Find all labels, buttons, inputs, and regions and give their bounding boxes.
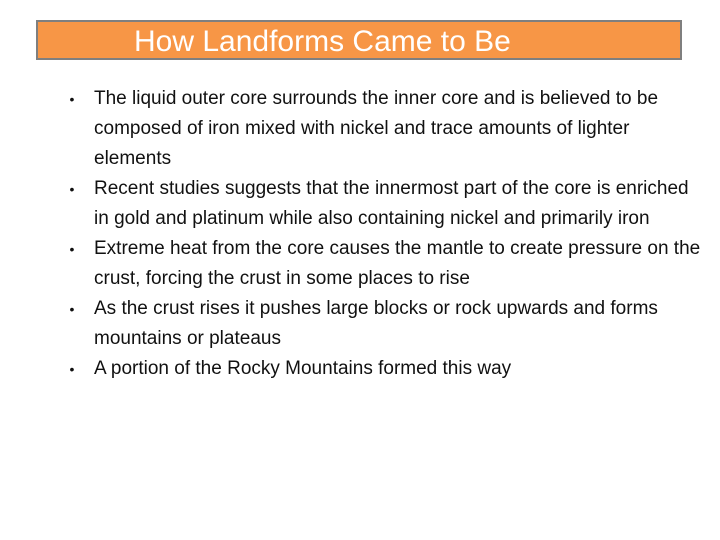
bullet-list	[64, 84, 704, 384]
bullet-text: A portion of the Rocky Mountains formed this way	[94, 358, 512, 379]
bullet-icon: •	[69, 91, 75, 107]
bullet-text: As the crust rises it pushes large blocks or rock upwards and forms mountains or plateaus	[94, 298, 658, 349]
bullet-item	[64, 234, 704, 294]
bullet-item	[64, 354, 704, 384]
bullet-text: The liquid outer core surrounds the inner core and is believed to be composed of iron mixed with nickel and trace amounts of lighter elements	[94, 88, 659, 169]
bullet-item	[64, 174, 704, 234]
bullet-icon: •	[69, 181, 75, 197]
bullet-text: Extreme heat from the core causes the mantle to create pressure on the crust, forcing the crust in some places to rise	[94, 238, 701, 289]
bullet-icon: •	[69, 241, 75, 257]
bullet-item	[64, 84, 704, 174]
title-banner	[36, 20, 682, 60]
bullet-icon: •	[69, 301, 75, 317]
page-title: How Landforms Came to Be	[134, 25, 511, 58]
bullet-item	[64, 294, 704, 354]
bullet-icon: •	[69, 361, 75, 377]
bullet-text: Recent studies suggests that the innermost part of the core is enriched in gold and platinum while also containing nickel and primarily iron	[94, 178, 689, 229]
